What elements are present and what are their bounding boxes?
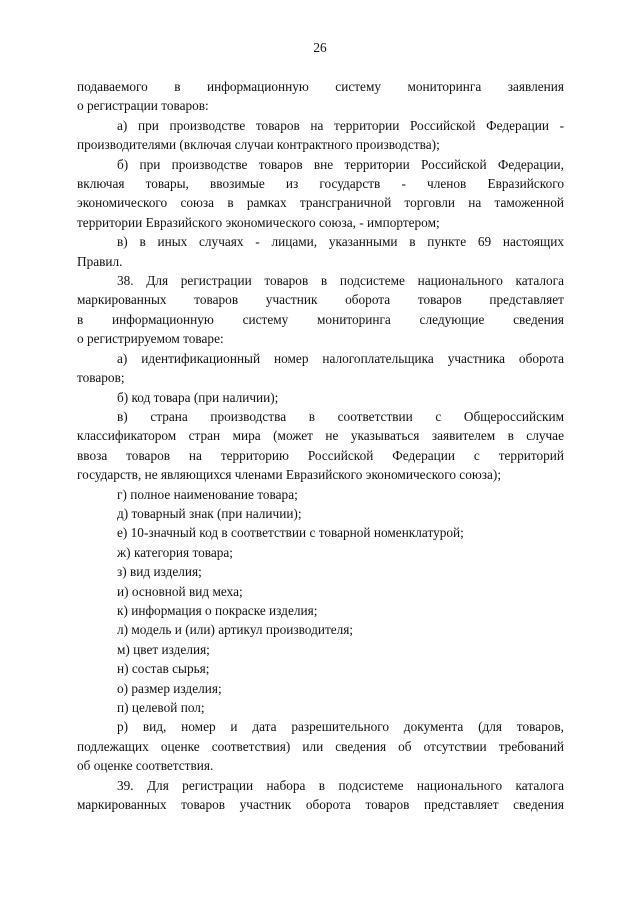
text-line: Правил. [77,253,123,269]
text-line: ж) категория товара; [117,544,233,560]
text-line: о) размер изделия; [117,680,222,696]
text-line: 38. Для регистрации товаров в подсистеме национального каталога [117,273,564,289]
text-line: и) основной вид меха; [117,583,243,599]
text-line: маркированных товаров участник оборота товаров представляет [77,292,564,308]
text-line: н) состав сырья; [117,661,210,677]
text-line: ввоза товаров на территорию Российской Федерации с территорий [77,447,564,463]
document-body [77,77,564,814]
text-line: р) вид, номер и дата разрешительного документа (для товаров, [117,719,564,735]
text-line: а) при производстве товаров на территории Российской Федерации - [117,117,564,133]
text-line: маркированных товаров участник оборота товаров представляет сведения [77,797,564,813]
text-line: б) код товара (при наличии); [117,389,279,405]
text-line: подаваемого в информационную систему мониторинга заявления [77,79,564,94]
text-line: б) при производстве товаров вне территории Российской Федерации, [117,156,564,172]
text-line: е) 10-значный код в соответствии с товарной номенклатурой; [117,525,464,541]
text-line: в) страна производства в соответствии с Общероссийским [117,408,564,424]
text-line: к) информация о покраске изделия; [117,602,318,618]
text-line: производителями (включая случаи контрактного производства); [77,137,440,153]
text-line: о регистрируемом товаре: [77,331,224,347]
text-line: экономического союза в рамках трансграничной торговли на таможенной [77,195,564,211]
text-line: д) товарный знак (при наличии); [117,505,302,521]
text-line: классификатором стран мира (может не указываться заявителем в случае [77,428,564,444]
text-line: м) цвет изделия; [117,641,210,657]
text-line: г) полное наименование товара; [117,486,298,502]
text-line: товаров; [77,370,125,386]
text-line: 39. Для регистрации набора в подсистеме национального каталога [117,777,564,793]
text-line: з) вид изделия; [117,564,202,580]
text-line: л) модель и (или) артикул производителя; [117,622,354,638]
page-number: 26 [313,40,327,55]
text-line: а) идентификационный номер налогоплательщика участника оборота [117,350,564,366]
text-line: о регистрации товаров: [77,98,209,114]
text-line: п) целевой пол; [117,700,205,715]
text-line: об оценке соответствия. [77,758,214,774]
text-line: подлежащих оценке соответствия) или сведения об отсутствии требований [77,738,564,754]
text-line: включая товары, ввозимые из государств - членов Евразийского [77,176,564,192]
text-line: территории Евразийского экономического союза, - импортером; [77,214,440,230]
text-line: государств, не являющихся членами Евразийского экономического союза); [77,467,502,483]
text-line: в) в иных случаях - лицами, указанными в пункте 69 настоящих [117,234,564,250]
text-line: в информационную систему мониторинга следующие сведения [77,311,564,327]
